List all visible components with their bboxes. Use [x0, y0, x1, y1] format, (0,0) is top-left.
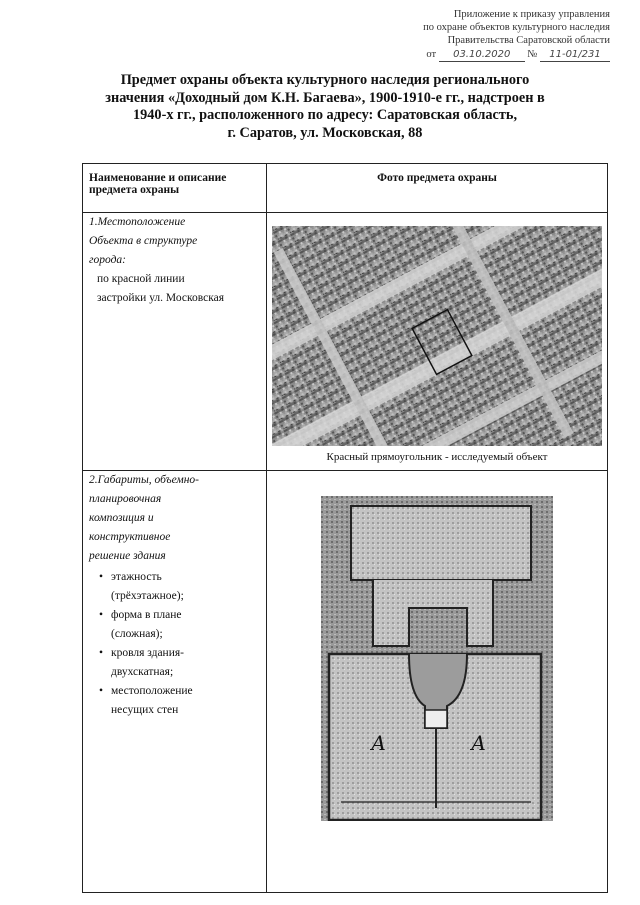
location-heading-1: 1.Местоположение: [89, 216, 186, 228]
item-floors-value: (трёхэтажное);: [111, 590, 184, 602]
approval-date-line: [390, 48, 610, 62]
item-walls-value: несущих стен: [111, 704, 179, 716]
handwritten-date: 03.10.2020: [439, 48, 525, 62]
item-roof-value: двухскатная;: [111, 666, 174, 678]
item-plan-shape: форма в плане: [111, 609, 182, 621]
dimensions-heading-2: планировочная: [89, 493, 162, 505]
from-label: от: [426, 49, 437, 60]
title-line-2: значения «Доходный дом К.Н. Багаева», 1900-1910-е гг., надстроен в: [105, 89, 545, 106]
item-plan-shape-value: (сложная);: [111, 628, 163, 640]
dimensions-heading-4: конструктивное: [89, 531, 171, 543]
approval-stamp: [390, 8, 610, 62]
dimensions-heading-3: композиция и: [89, 512, 154, 524]
location-photo-cell: [267, 213, 608, 471]
location-description: [83, 213, 267, 471]
dimensions-heading-1: 2.Габариты, объемно-: [89, 474, 200, 486]
handwritten-number: 11-01/231: [540, 48, 610, 62]
number-label: №: [527, 49, 538, 60]
list-item: [107, 606, 262, 644]
location-text-2: застройки ул. Московская: [97, 292, 225, 304]
plan-photo-cell: [267, 471, 608, 893]
location-text-1: по красной линии: [97, 273, 185, 285]
aerial-photo: [272, 226, 602, 446]
document-title: [105, 72, 545, 142]
dimensions-heading-5: решение здания: [89, 550, 166, 562]
header-photo: Фото предмета охраны: [267, 164, 608, 213]
table-row-dimensions: [83, 471, 608, 893]
plan-label-a-right: А: [471, 731, 487, 755]
table-row-location: [83, 213, 608, 471]
header-name-description: Наименование и описание предмета охраны: [83, 164, 267, 213]
plan-label-a-left: А: [371, 731, 387, 755]
item-walls: местоположение: [111, 685, 193, 697]
approval-line-1: Приложение к приказу управления: [453, 9, 610, 20]
item-floors: этажность: [111, 571, 162, 583]
list-item: [107, 644, 262, 682]
location-heading-3: города:: [89, 254, 126, 266]
protection-subject-table: [82, 163, 608, 893]
dimensions-description: [83, 471, 267, 893]
approval-line-3: Правительства Саратовской области: [447, 35, 610, 46]
table-header-row: [83, 164, 608, 213]
list-item: [107, 568, 262, 606]
floor-plan-image: [321, 496, 553, 821]
title-line-3: 1940-х гг., расположенного по адресу: Саратовская область,: [132, 107, 518, 123]
title-line-1: Предмет охраны объекта культурного наследия регионального: [120, 72, 530, 88]
properties-list: [89, 568, 262, 720]
title-line-4: г. Саратов, ул. Московская, 88: [227, 124, 423, 141]
item-roof: кровля здания-: [111, 647, 184, 659]
approval-line-2: по охране объектов культурного наследия: [423, 22, 610, 33]
location-heading-2: Объекта в структуре: [89, 235, 198, 247]
list-item: [107, 682, 262, 720]
photo-caption: Красный прямоугольник - исследуемый объект: [326, 451, 548, 463]
